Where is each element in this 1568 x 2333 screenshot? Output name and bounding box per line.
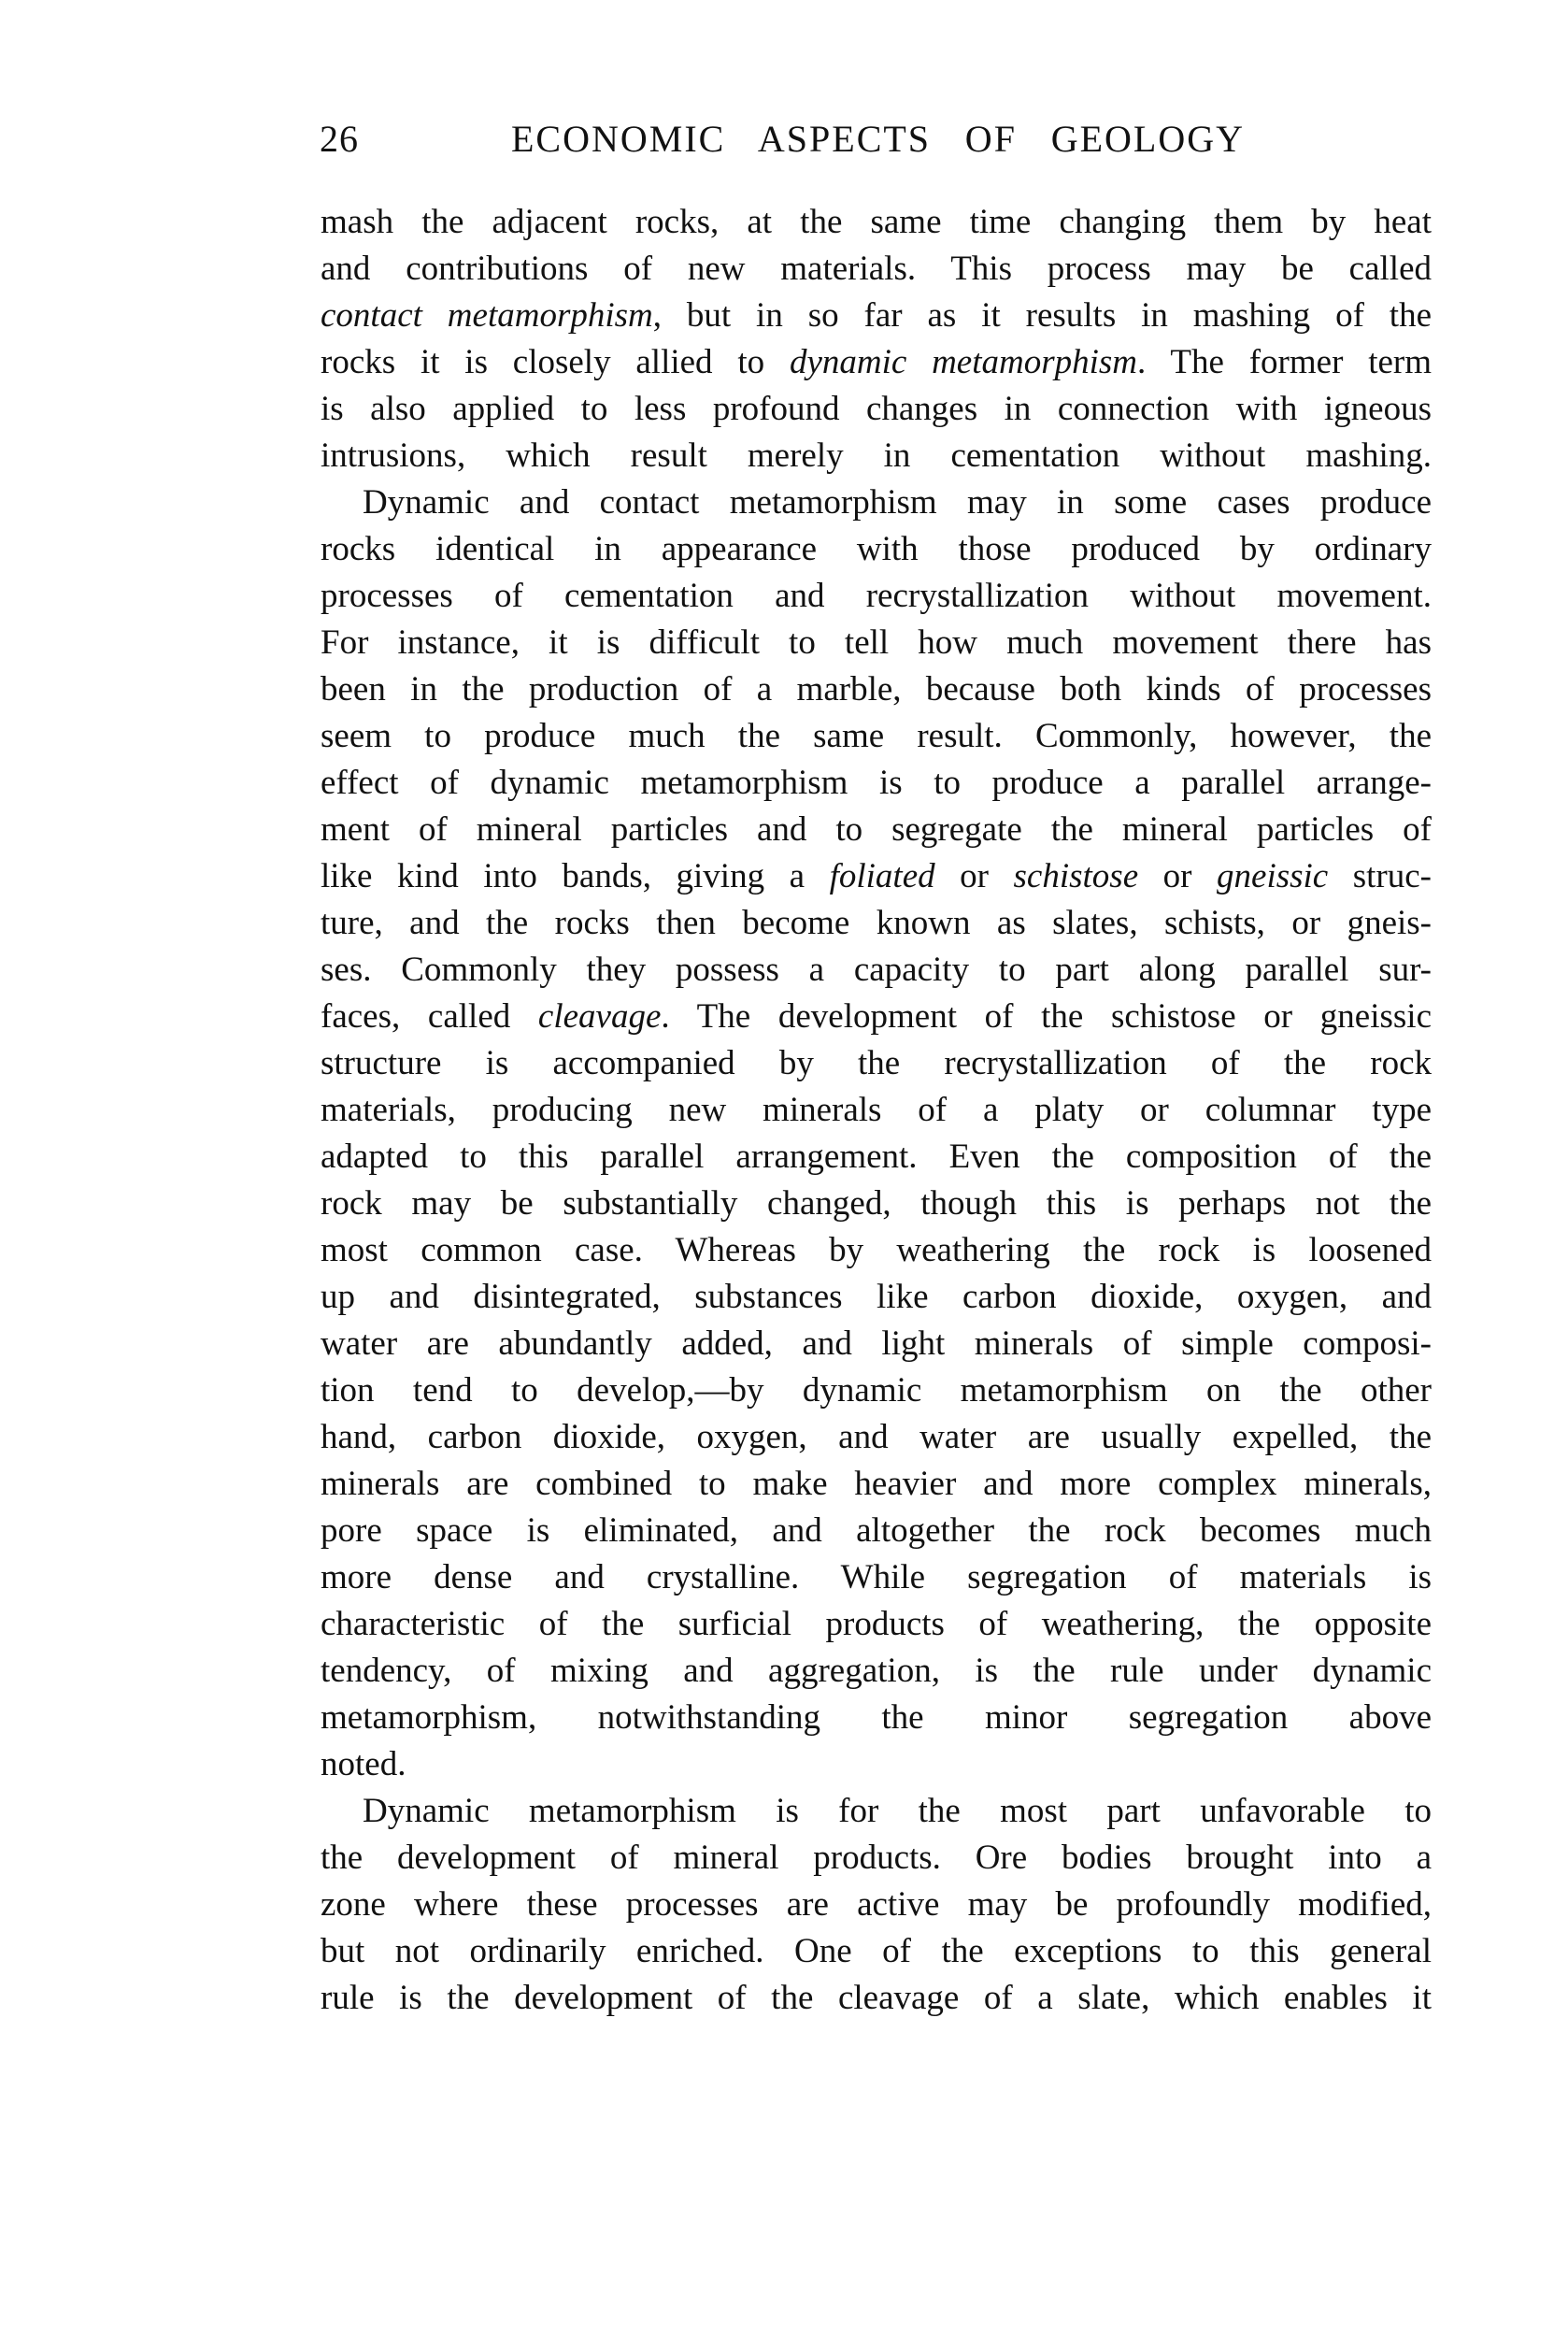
paragraph-first-line: [321, 1788, 1432, 1835]
text-line: [321, 1882, 1432, 1928]
text-segment: like kind into bands, giving a: [321, 857, 830, 895]
text-segment: zone where these processes are active may be profoundly modified,: [321, 1885, 1432, 1924]
text-line: [321, 994, 1432, 1040]
text-line: [321, 807, 1432, 853]
text-segment: pore space is eliminated, and altogether the rock becomes much: [321, 1511, 1432, 1550]
text-segment: For instance, it is difficult to tell how much movement there has: [321, 623, 1432, 662]
text-line: [321, 293, 1432, 339]
page-number: 26: [320, 118, 359, 160]
text-line: [321, 1601, 1432, 1648]
text-line: [321, 1461, 1432, 1508]
text-segment: most common case. Whereas by weathering the rock is loosened: [321, 1231, 1432, 1269]
text-line: [321, 1134, 1432, 1181]
text-line: [321, 339, 1432, 386]
text-segment: noted.: [321, 1745, 406, 1783]
text-segment: rocks identical in appearance with those produced by ordinary: [321, 530, 1432, 568]
text-line: [321, 199, 1432, 246]
text-segment: processes of cementation and recrystallization without movement.: [321, 577, 1432, 615]
running-title: ECONOMIC ASPECTS OF GEOLOGY: [511, 118, 1245, 160]
text-line: [321, 526, 1432, 573]
text-line: [321, 1227, 1432, 1274]
text-segment: but not ordinarily enriched. One of the exceptions to this general: [321, 1932, 1432, 1970]
text-segment: or: [1138, 857, 1218, 895]
text-segment: been in the production of a marble, because both kinds of processes: [321, 670, 1432, 708]
italic-term: foliated: [829, 857, 935, 895]
text-line: [321, 1367, 1432, 1414]
text-segment: . The former term: [1137, 343, 1432, 381]
italic-term: contact metamorphism: [321, 296, 653, 335]
text-line: [321, 713, 1432, 760]
text-segment: . The development of the schistose or gneissic: [661, 997, 1432, 1036]
text-line: [321, 853, 1432, 900]
text-line: [321, 1040, 1432, 1087]
text-line: [321, 1181, 1432, 1227]
text-segment: ment of mineral particles and to segregate the mineral particles of: [321, 810, 1432, 849]
text-segment: metamorphism, notwithstanding the minor segregation above: [321, 1698, 1432, 1737]
text-segment: minerals are combined to make heavier and more complex minerals,: [321, 1465, 1432, 1503]
text-line: [321, 1554, 1432, 1601]
text-line: [321, 900, 1432, 947]
text-line: [321, 1321, 1432, 1367]
text-segment: more dense and crystalline. While segregation of materials is: [321, 1558, 1432, 1596]
text-segment: seem to produce much the same result. Commonly, however, the: [321, 717, 1432, 755]
text-line: [321, 386, 1432, 433]
text-segment: Dynamic and contact metamorphism may in some cases produce: [363, 483, 1432, 522]
text-segment: faces, called: [321, 997, 538, 1036]
text-segment: adapted to this parallel arrangement. Even the composition of the: [321, 1138, 1432, 1176]
italic-term: gneissic: [1217, 857, 1329, 895]
text-line: [321, 246, 1432, 293]
text-segment: ses. Commonly they possess a capacity to part along parallel sur-: [321, 951, 1432, 989]
text-line: [321, 1975, 1432, 2022]
italic-term: cleavage: [537, 997, 662, 1036]
text-segment: rock may be substantially changed, though this is perhaps not the: [321, 1184, 1432, 1223]
text-segment: tendency, of mixing and aggregation, is the rule under dynamic: [321, 1652, 1432, 1690]
text-segment: , but in so far as it results in mashing of the: [652, 296, 1432, 335]
italic-term: schistose: [1013, 857, 1139, 895]
text-segment: intrusions, which result merely in cementation without mashing.: [321, 437, 1432, 475]
text-segment: tion tend to develop,—by dynamic metamorphism on the other: [321, 1371, 1432, 1410]
text-segment: up and disintegrated, substances like carbon dioxide, oxygen, and: [321, 1278, 1432, 1316]
paragraph-first-line: [321, 479, 1432, 526]
text-line: [321, 666, 1432, 713]
text-segment: mash the adjacent rocks, at the same time changing them by heat: [321, 203, 1432, 241]
text-segment: the development of mineral products. Ore bodies brought into a: [321, 1839, 1432, 1877]
text-line: [321, 1414, 1432, 1461]
text-line: [321, 1087, 1432, 1134]
text-segment: effect of dynamic metamorphism is to produce a parallel arrange-: [321, 764, 1432, 802]
text-segment: materials, producing new minerals of a platy or columnar type: [321, 1091, 1432, 1129]
text-line: [321, 573, 1432, 620]
text-line: [321, 1508, 1432, 1554]
text-line: [321, 1695, 1432, 1741]
italic-term: dynamic metamorphism: [789, 343, 1138, 381]
text-line: [321, 433, 1432, 479]
text-segment: ture, and the rocks then become known as slates, schists, or gneis-: [321, 904, 1432, 942]
text-segment: is also applied to less profound changes in connection with igneous: [321, 390, 1432, 428]
text-line: [321, 760, 1432, 807]
page-header: [320, 116, 1254, 163]
text-segment: and contributions of new materials. This process may be called: [321, 250, 1432, 288]
body-text: [321, 199, 1432, 2022]
text-line: [321, 1835, 1432, 1882]
text-segment: struc-: [1328, 857, 1432, 895]
text-line: [321, 1928, 1432, 1975]
text-line: [321, 1274, 1432, 1321]
text-line: [321, 947, 1432, 994]
text-line: [321, 1741, 1432, 1788]
text-line: [321, 620, 1432, 666]
text-line: [321, 1648, 1432, 1695]
text-segment: water are abundantly added, and light minerals of simple composi-: [321, 1324, 1432, 1363]
text-segment: Dynamic metamorphism is for the most part unfavorable to: [363, 1792, 1432, 1830]
text-segment: characteristic of the surficial products of weathering, the opposite: [321, 1605, 1432, 1643]
text-segment: hand, carbon dioxide, oxygen, and water are usually expelled, the: [321, 1418, 1432, 1456]
text-segment: structure is accompanied by the recrystallization of the rock: [321, 1044, 1432, 1082]
text-segment: rocks it is closely allied to: [321, 343, 790, 381]
text-segment: rule is the development of the cleavage of a slate, which enables it: [321, 1979, 1432, 2017]
text-segment: or: [934, 857, 1014, 895]
